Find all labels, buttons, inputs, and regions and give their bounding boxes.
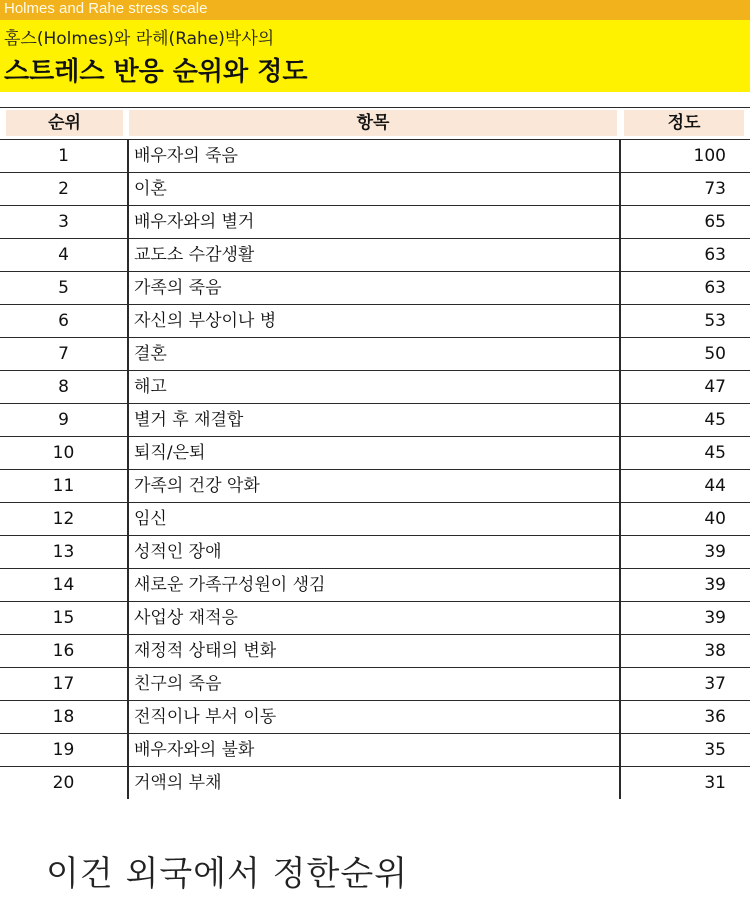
score-cell: 45 bbox=[619, 437, 750, 469]
item-cell: 교도소 수감생활 bbox=[127, 239, 619, 271]
score-cell: 44 bbox=[619, 470, 750, 502]
rank-cell: 19 bbox=[52, 740, 75, 760]
table-row bbox=[0, 635, 750, 668]
score-cell: 39 bbox=[619, 536, 750, 568]
rank-cell: 17 bbox=[52, 674, 75, 694]
table-row bbox=[0, 668, 750, 701]
item-cell: 전직이나 부서 이동 bbox=[127, 701, 619, 733]
score-cell: 38 bbox=[619, 635, 750, 667]
item-cell: 가족의 건강 악화 bbox=[127, 470, 619, 502]
rank-cell: 14 bbox=[52, 575, 75, 595]
table-row bbox=[0, 734, 750, 767]
table-row bbox=[0, 338, 750, 371]
rank-cell: 3 bbox=[58, 212, 69, 232]
score-cell: 39 bbox=[619, 602, 750, 634]
rank-cell: 20 bbox=[52, 773, 75, 793]
score-cell: 63 bbox=[619, 239, 750, 271]
column-header-item: 항목 bbox=[129, 110, 617, 136]
item-cell: 재정적 상태의 변화 bbox=[127, 635, 619, 667]
rank-cell: 11 bbox=[52, 476, 75, 496]
item-cell: 사업상 재적응 bbox=[127, 602, 619, 634]
table-row bbox=[0, 437, 750, 470]
column-header-rank: 순위 bbox=[6, 110, 123, 136]
table-row bbox=[0, 140, 750, 173]
table-row bbox=[0, 503, 750, 536]
table-row bbox=[0, 206, 750, 239]
page-title: 스트레스 반응 순위와 정도 bbox=[4, 57, 308, 87]
item-cell: 퇴직/은퇴 bbox=[127, 437, 619, 469]
item-cell: 이혼 bbox=[127, 173, 619, 205]
score-cell: 65 bbox=[619, 206, 750, 238]
title-banner bbox=[0, 20, 750, 92]
score-cell: 31 bbox=[619, 767, 750, 799]
table-body bbox=[0, 140, 750, 799]
rank-cell: 10 bbox=[52, 443, 75, 463]
score-cell: 39 bbox=[619, 569, 750, 601]
rank-cell: 13 bbox=[52, 542, 75, 562]
item-cell: 결혼 bbox=[127, 338, 619, 370]
rank-cell: 2 bbox=[58, 179, 69, 199]
score-cell: 45 bbox=[619, 404, 750, 436]
item-cell: 가족의 죽음 bbox=[127, 272, 619, 304]
score-cell: 100 bbox=[619, 140, 750, 172]
table-row bbox=[0, 305, 750, 338]
table-row bbox=[0, 239, 750, 272]
item-cell: 친구의 죽음 bbox=[127, 668, 619, 700]
score-cell: 53 bbox=[619, 305, 750, 337]
score-cell: 50 bbox=[619, 338, 750, 370]
table-row bbox=[0, 569, 750, 602]
item-cell: 배우자와의 불화 bbox=[127, 734, 619, 766]
rank-cell: 4 bbox=[58, 245, 69, 265]
item-cell: 거액의 부채 bbox=[127, 767, 619, 799]
table-row bbox=[0, 602, 750, 635]
item-cell: 새로운 가족구성원이 생김 bbox=[127, 569, 619, 601]
table-row bbox=[0, 701, 750, 734]
score-cell: 36 bbox=[619, 701, 750, 733]
item-cell: 별거 후 재결합 bbox=[127, 404, 619, 436]
item-cell: 해고 bbox=[127, 371, 619, 403]
rank-cell: 1 bbox=[58, 146, 69, 166]
score-cell: 40 bbox=[619, 503, 750, 535]
rank-cell: 5 bbox=[58, 278, 69, 298]
rank-cell: 8 bbox=[58, 377, 69, 397]
subtitle: 홈스(Holmes)와 라헤(Rahe)박사의 bbox=[4, 29, 275, 49]
item-cell: 임신 bbox=[127, 503, 619, 535]
rank-cell: 16 bbox=[52, 641, 75, 661]
rank-cell: 7 bbox=[58, 344, 69, 364]
rank-cell: 6 bbox=[58, 311, 69, 331]
rank-cell: 9 bbox=[58, 410, 69, 430]
item-cell: 배우자의 죽음 bbox=[127, 140, 619, 172]
table-row bbox=[0, 173, 750, 206]
rank-cell: 18 bbox=[52, 707, 75, 727]
table-row bbox=[0, 536, 750, 569]
caption: 이건 외국에서 정한순위 bbox=[46, 854, 409, 894]
stress-table bbox=[0, 107, 750, 799]
rank-cell: 15 bbox=[52, 608, 75, 628]
table-row bbox=[0, 404, 750, 437]
table-row bbox=[0, 470, 750, 503]
item-cell: 배우자와의 별거 bbox=[127, 206, 619, 238]
score-cell: 63 bbox=[619, 272, 750, 304]
table-header bbox=[0, 107, 750, 140]
score-cell: 47 bbox=[619, 371, 750, 403]
score-cell: 37 bbox=[619, 668, 750, 700]
score-cell: 73 bbox=[619, 173, 750, 205]
score-cell: 35 bbox=[619, 734, 750, 766]
table-row bbox=[0, 767, 750, 799]
top-strip bbox=[0, 0, 750, 20]
column-header-score: 정도 bbox=[624, 110, 744, 136]
item-cell: 성적인 장애 bbox=[127, 536, 619, 568]
table-row bbox=[0, 272, 750, 305]
table-row bbox=[0, 371, 750, 404]
item-cell: 자신의 부상이나 병 bbox=[127, 305, 619, 337]
rank-cell: 12 bbox=[52, 509, 75, 529]
scale-name: Holmes and Rahe stress scale bbox=[4, 0, 208, 17]
